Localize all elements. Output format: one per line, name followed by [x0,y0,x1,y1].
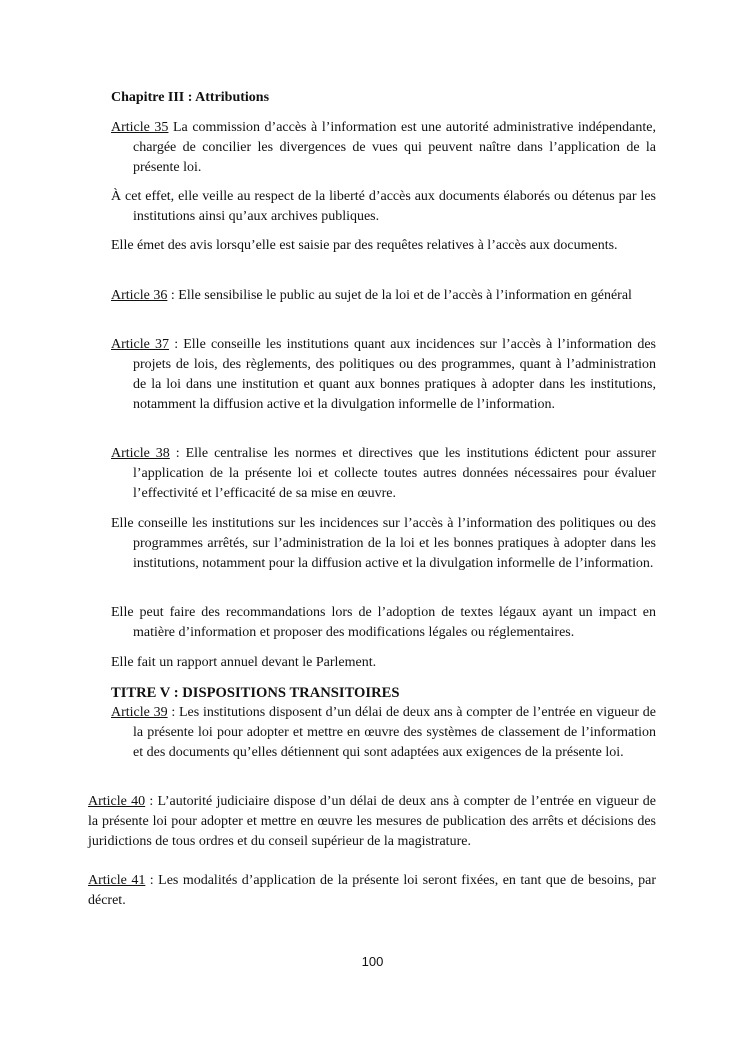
article-35 [111,118,656,178]
paragraph [111,236,656,256]
article-text: : Elle conseille les institutions quant aux incidences sur l’accès à l’information des projets de lois, des règlements, des politiques ou des programmes, quant à l’administration de la loi dans une institution et quant aux bonnes pratiques à adopter dans les institutions, notamment la diffusion active et la divulgation informelle de l’information. [133,337,656,412]
paragraph-text: Elle fait un rapport annuel devant le Parlement. [111,655,377,670]
article-label: Article 41 [88,873,146,888]
paragraph-text: À cet effet, elle veille au respect de la liberté d’accès aux documents élaborés ou détenus par les institutions ainsi qu’aux archives publiques. [111,189,656,224]
article-text: : Elle sensibilise le public au sujet de la loi et de l’accès à l’information en général [167,288,632,303]
article-label: Article 38 [111,446,170,461]
article-label: Article 39 [111,705,168,720]
article-label: Article 37 [111,337,170,352]
paragraph [111,653,656,673]
paragraph [111,514,656,574]
page-number: 100 [361,954,384,969]
article-text: : Elle centralise les normes et directives que les institutions édictent pour assurer l’application de la présente loi et collecte toutes autres données nécessaires pour évaluer l’effectivité et l’efficacité de sa mise en œuvre. [133,446,656,501]
chapter-heading: Chapitre III : Attributions [111,90,270,105]
article-38 [111,444,656,504]
paragraph [111,187,656,227]
article-label: Article 36 [111,288,168,303]
article-41 [88,871,656,911]
titre-heading: TITRE V : DISPOSITIONS TRANSITOIRES [111,685,400,701]
article-40 [88,792,656,852]
article-36 [111,286,656,306]
paragraph-text: Elle peut faire des recommandations lors de l’adoption de textes légaux ayant un impact en matière d’information et proposer des modifications légales ou réglementaires. [111,605,656,640]
article-label: Article 40 [88,794,146,809]
article-label: Article 35 [111,120,169,135]
article-text: La commission d’accès à l’information est une autorité administrative indépendante, chargée de concilier les divergences de vues qui peuvent naître dans l’application de la présente loi. [133,120,657,175]
article-37 [111,335,656,415]
article-text: : L’autorité judiciaire dispose d’un délai de deux ans à compter de l’entrée en vigueur de la présente loi pour adopter et mettre en œuvre les mesures de publication des arrêts et décisions des juridictions de tous ordres et du conseil supérieur de la magistrature. [88,794,656,849]
article-39 [111,703,656,763]
paragraph-text: Elle conseille les institutions sur les incidences sur l’accès à l’information des politiques ou des programmes arrêtés, sur l’administration de la loi et les bonnes pratiques à adopter dans les institutions, notamment pour la diffusion active et la divulgation informelle de l’information. [111,516,656,571]
article-text: : Les modalités d’application de la présente loi seront fixées, en tant que de besoins, par décret. [88,873,657,908]
paragraph-text: Elle émet des avis lorsqu’elle est saisie par des requêtes relatives à l’accès aux documents. [111,238,618,253]
paragraph [111,603,656,643]
article-text: : Les institutions disposent d’un délai de deux ans à compter de l’entrée en vigueur de la présente loi pour adopter et mettre en œuvre des systèmes de classement de l’information et des documents qu’elles détiennent qui sont adaptées aux exigences de la présente loi. [133,705,657,760]
